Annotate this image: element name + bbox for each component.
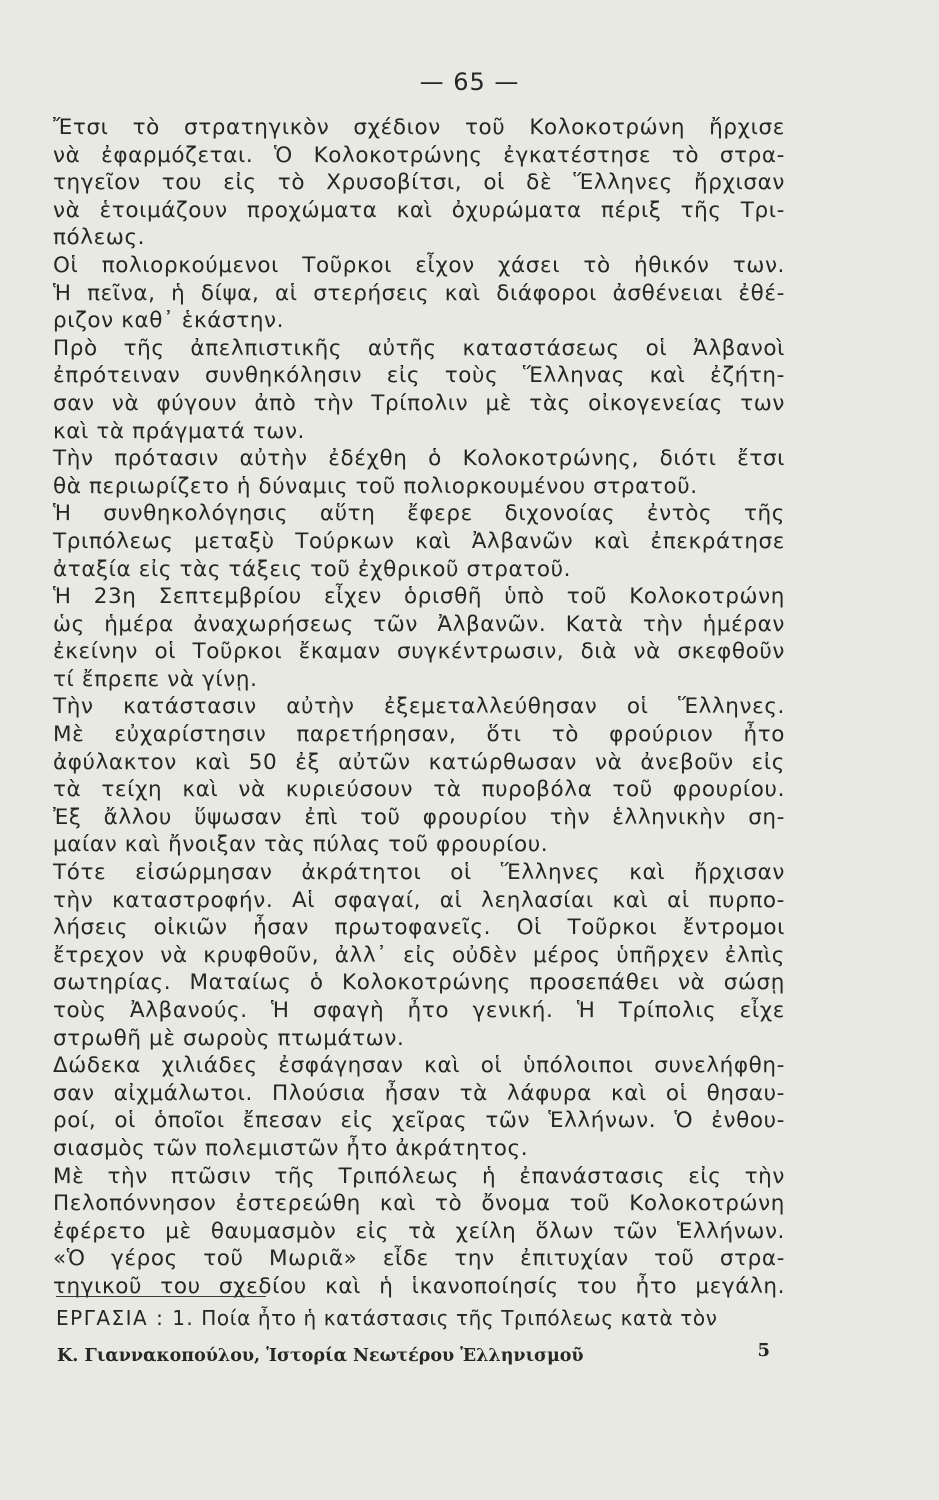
text-line: ριζον καθ᾽ ἑκάστην.	[53, 308, 285, 334]
text-line: Τότε εἰσώρμησαν ἀκράτητοι οἱ Ἕλληνες καὶ ἤρχισαν	[53, 860, 785, 886]
text-line: τὴν καταστροφήν. Αἱ σφαγαί, αἱ λεηλασίαι καὶ αἱ πυρπο-	[53, 887, 785, 913]
text-line: νὰ ἐφαρμόζεται. Ὁ Κολοκοτρώνης ἐγκατέστησε τὸ στρα-	[53, 142, 785, 168]
text-line: Πρὸ τῆς ἀπελπιστικῆς αὐτῆς καταστάσεως οἱ Ἀλβανοὶ	[53, 335, 785, 361]
text-line: Ἔτσι τὸ στρατηγικὸν σχέδιον τοῦ Κολοκοτρώνη ἤρχισε	[53, 115, 785, 140]
text-line: τηγεῖον του εἰς τὸ Χρυσοβίτσι, οἱ δὲ Ἕλληνες ἤρχισαν	[53, 170, 785, 196]
text-line: ἐκείνην οἱ Τοῦρκοι ἔκαμαν συγκέντρωσιν, διὰ νὰ σκεφθοῦν	[53, 639, 785, 665]
sheet-number: 5	[757, 1340, 770, 1361]
text-line: μαίαν καὶ ἤνοιξαν τὰς πύλας τοῦ φρουρίου.	[53, 832, 549, 858]
text-line: ροί, οἱ ὁποῖοι ἔπεσαν εἰς χεῖρας τῶν Ἑλλήνων. Ὁ ἐνθου-	[53, 1108, 785, 1134]
text-line: σαν αἰχμάλωτοι. Πλούσια ἦσαν τὰ λάφυρα καὶ οἱ θησαυ-	[53, 1080, 785, 1106]
text-line: σιασμὸς τῶν πολεμιστῶν ἦτο ἀκράτητος.	[53, 1135, 529, 1161]
text-line: Ἡ 23η Σεπτεμβρίου εἶχεν ὁρισθῆ ὑπὸ τοῦ Κολοκοτρώνη	[53, 584, 785, 610]
text-line: στρωθῆ μὲ σωροὺς πτωμάτων.	[53, 1025, 405, 1051]
text-line: Ἐξ ἄλλου ὕψωσαν ἐπὶ τοῦ φρουρίου τὴν ἑλληνικὴν ση-	[53, 804, 785, 830]
footnote-divider	[56, 1296, 266, 1297]
exercise-text: Ποία ἦτο ἡ κατάστασις τῆς Τριπόλεως κατὰ τὸν	[201, 1306, 718, 1330]
text-line: ἐπρότειναν συνθηκόλησιν εἰς τοὺς Ἕλληνας καὶ ἐζήτη-	[53, 363, 785, 389]
text-line: Μὲ τὴν πτῶσιν τῆς Τριπόλεως ἡ ἐπανάστασις εἰς τὴν	[53, 1163, 785, 1189]
text-line: ἔτρεχον νὰ κρυφθοῦν, ἀλλ᾽ εἰς οὐδὲν μέρος ὑπῆρχεν ἐλπὶς	[53, 942, 785, 968]
text-line: σαν νὰ φύγουν ἀπὸ τὴν Τρίπολιν μὲ τὰς οἰκογενείας των	[53, 390, 785, 416]
text-line: τηγικοῦ του σχεδίου καὶ ἡ ἱκανοποίησίς του ἦτο μεγάλη.	[53, 1273, 785, 1299]
text-line: Τριπόλεως μεταξὺ Τούρκων καὶ Ἀλβανῶν καὶ ἐπεκράτησε	[53, 528, 785, 554]
text-line: «Ὁ γέρος τοῦ Μωριᾶ» εἶδε την ἐπιτυχίαν τοῦ στρα-	[53, 1246, 785, 1272]
text-line: Ἡ συνθηκολόγησις αὕτη ἔφερε διχονοίας ἐντὸς τῆς	[53, 501, 785, 527]
text-line: ἀταξία εἰς τὰς τάξεις τοῦ ἐχθρικοῦ στρατοῦ.	[53, 556, 572, 582]
book-credit: Κ. Γιαννακοπούλου, Ἱστορία Νεωτέρου Ἑλληνισμοῦ	[57, 1346, 584, 1366]
text-line: Πελοπόννησον ἐστερεώθη καὶ τὸ ὄνομα τοῦ Κολοκοτρώνη	[53, 1191, 785, 1217]
body-text	[53, 114, 785, 1301]
text-line: ὡς ἡμέρα ἀναχωρήσεως τῶν Ἀλβανῶν. Κατὰ τὴν ἡμέραν	[53, 611, 785, 637]
text-line: σωτηρίας. Ματαίως ὁ Κολοκοτρώνης προσεπάθει νὰ σώσῃ	[53, 970, 785, 996]
text-line: τὰ τείχη καὶ νὰ κυριεύσουν τὰ πυροβόλα τοῦ φρουρίου.	[53, 777, 785, 803]
text-line: Μὲ εὐχαρίστησιν παρετήρησαν, ὅτι τὸ φρούριον ἦτο	[53, 722, 785, 748]
text-line: θὰ περιωρίζετο ἡ δύναμις τοῦ πολιορκουμένου στρατοῦ.	[53, 473, 698, 499]
text-line: Τὴν πρότασιν αὐτὴν ἐδέχθη ὁ Κολοκοτρώνης, διότι ἔτσι	[53, 446, 785, 472]
exercise-label: ΕΡΓΑΣΙΑ : 1.	[56, 1306, 195, 1330]
text-line: τί ἔπρεπε νὰ γίνῃ.	[53, 666, 258, 692]
page-number: — 65 —	[419, 68, 520, 96]
text-line: ἀφύλακτον καὶ 50 ἐξ αὐτῶν κατώρθωσαν νὰ ἀνεβοῦν εἰς	[53, 749, 785, 775]
text-line: Ἡ πεῖνα, ἡ δίψα, αἱ στερήσεις καὶ διάφοροι ἀσθένειαι ἐθέ-	[53, 280, 785, 306]
text-line: λήσεις οἰκιῶν ἦσαν πρωτοφανεῖς. Οἱ Τοῦρκοι ἔντρομοι	[53, 915, 785, 941]
text-line: Δώδεκα χιλιάδες ἐσφάγησαν καὶ οἱ ὑπόλοιποι συνελήφθη-	[53, 1053, 785, 1079]
text-line: Τὴν κατάστασιν αὐτὴν ἐξεμεταλλεύθησαν οἱ Ἕλληνες.	[53, 694, 785, 720]
exercise-note	[56, 1306, 781, 1330]
text-line: καὶ τὰ πράγματά των.	[53, 418, 305, 444]
text-line: τοὺς Ἀλβανούς. Ἡ σφαγὴ ἦτο γενική. Ἡ Τρίπολις εἶχε	[53, 998, 785, 1023]
text-line: Οἱ πολιορκούμενοι Τοῦρκοι εἶχον χάσει τὸ ἠθικόν των.	[53, 252, 785, 278]
text-line: πόλεως.	[53, 225, 146, 251]
text-line: νὰ ἑτοιμάζουν προχώματα καὶ ὀχυρώματα πέριξ τῆς Τρι-	[53, 197, 785, 223]
text-line: ἐφέρετο μὲ θαυμασμὸν εἰς τὰ χείλη ὅλων τῶν Ἑλλήνων.	[53, 1218, 785, 1244]
